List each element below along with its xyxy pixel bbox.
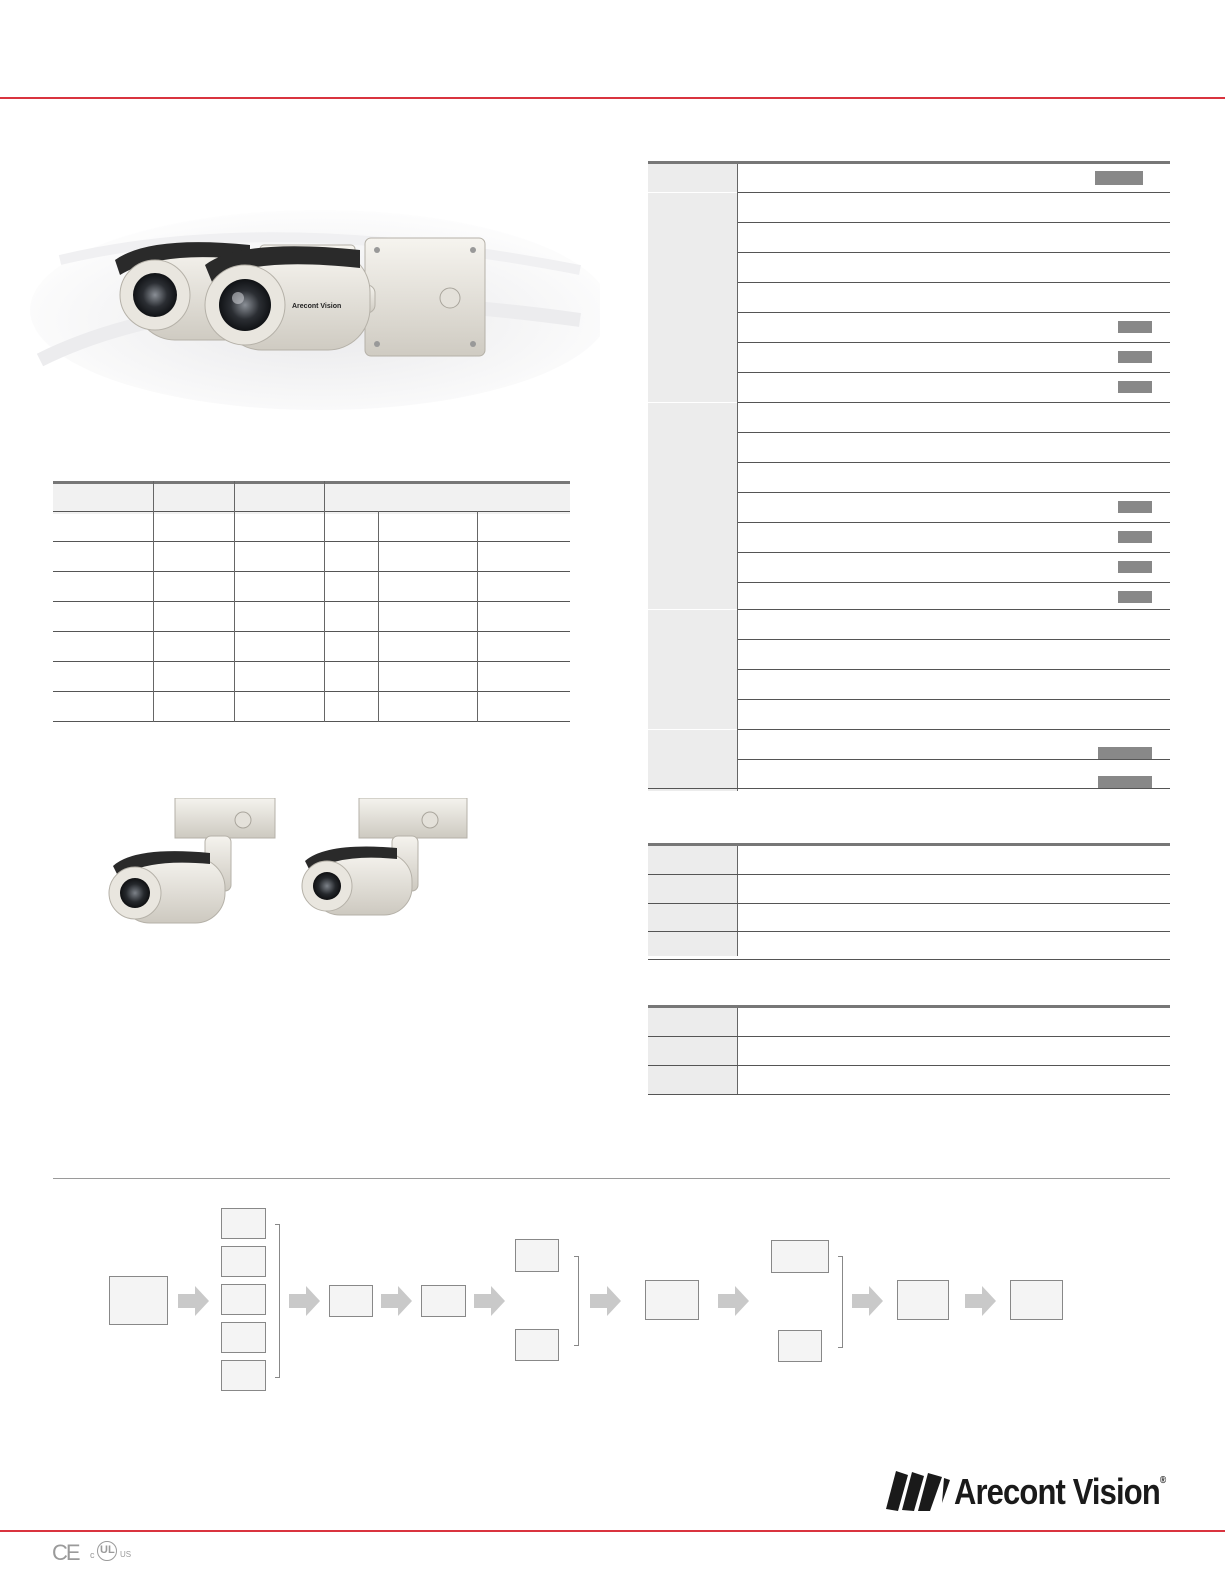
footer-rule — [0, 1530, 1225, 1532]
flow-box — [221, 1208, 266, 1239]
ul-suffix: US — [120, 1550, 132, 1559]
flow-box — [421, 1285, 466, 1317]
left-table — [53, 481, 570, 725]
value-block — [1098, 747, 1152, 759]
value-block — [1118, 591, 1152, 603]
flow-bracket — [838, 1256, 843, 1348]
spec-table-label-column — [648, 164, 737, 791]
certification-marks — [52, 1538, 142, 1566]
arrow-right-icon — [474, 1285, 506, 1317]
arrow-right-icon — [718, 1285, 750, 1317]
flow-box — [515, 1329, 559, 1361]
flow-box — [221, 1322, 266, 1353]
header-rule — [0, 97, 1225, 99]
arrow-right-icon — [590, 1285, 622, 1317]
arrow-right-icon — [178, 1285, 210, 1317]
flow-box — [645, 1280, 699, 1320]
section-divider — [53, 1178, 1170, 1179]
flow-box — [221, 1284, 266, 1315]
registered-mark: ® — [1159, 1475, 1166, 1486]
arrow-right-icon — [381, 1285, 413, 1317]
value-block — [1118, 381, 1152, 393]
ul-prefix: c — [90, 1550, 95, 1560]
flow-box — [221, 1246, 266, 1277]
flow-bracket — [275, 1224, 280, 1378]
value-block — [1098, 776, 1152, 788]
value-block — [1118, 321, 1152, 333]
camera-brand-lettering: Arecont Vision — [292, 303, 342, 310]
arrow-right-icon — [852, 1285, 884, 1317]
ce-mark-icon: CE — [52, 1540, 79, 1565]
hero-product-image — [20, 150, 600, 420]
spec-table-secondary — [648, 843, 1170, 961]
left-table-header — [53, 481, 570, 514]
ul-mark-icon: UL — [97, 1541, 117, 1561]
value-block — [1118, 531, 1152, 543]
flow-box — [771, 1240, 829, 1273]
arecont-vision-logo-icon — [886, 1469, 950, 1513]
flow-box — [109, 1276, 168, 1325]
spec-table-tertiary — [648, 1005, 1170, 1097]
value-block — [1118, 501, 1152, 513]
arrow-right-icon — [289, 1285, 321, 1317]
arrow-right-icon — [965, 1285, 997, 1317]
product-image-bullet-2 — [297, 798, 477, 938]
value-block — [1095, 171, 1143, 185]
flow-box — [897, 1280, 949, 1320]
flow-box — [778, 1330, 822, 1362]
spec-table-main — [648, 161, 1170, 801]
flow-bracket — [574, 1256, 579, 1346]
flow-box — [1010, 1280, 1063, 1320]
flow-box — [515, 1239, 559, 1272]
flow-box — [329, 1285, 373, 1317]
flow-box — [221, 1360, 266, 1391]
brand-wordmark — [954, 1471, 1165, 1513]
brand-name: Arecont Vision — [954, 1471, 1160, 1512]
product-image-bullet-1 — [105, 798, 285, 938]
value-block — [1118, 351, 1152, 363]
value-block — [1118, 561, 1152, 573]
